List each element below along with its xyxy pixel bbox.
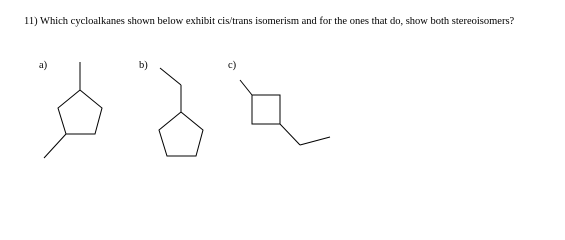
structure-a [44, 62, 102, 158]
structure-c-top-substituent-bond [240, 80, 252, 95]
structure-c-ring [252, 95, 280, 124]
structure-label-c: c) [228, 60, 237, 71]
question-number: 11) [24, 16, 38, 27]
structure-b [159, 68, 203, 156]
structure-c-chain-bond-1 [280, 124, 300, 145]
question-body: Which cycloalkanes shown below exhibit cis/trans isomerism and for the ones that do, show both stereoisomers? [40, 16, 515, 27]
structure-label-b: b) [139, 60, 148, 71]
structure-a-ring [58, 90, 102, 134]
structure-b-chain-bond-1 [160, 68, 181, 85]
structure-c-chain-bond-2 [300, 137, 330, 145]
structure-label-a: a) [39, 60, 48, 71]
structure-a-bottom-substituent-bond [44, 134, 66, 158]
structure-b-ring [159, 112, 203, 156]
structure-c [240, 80, 330, 145]
